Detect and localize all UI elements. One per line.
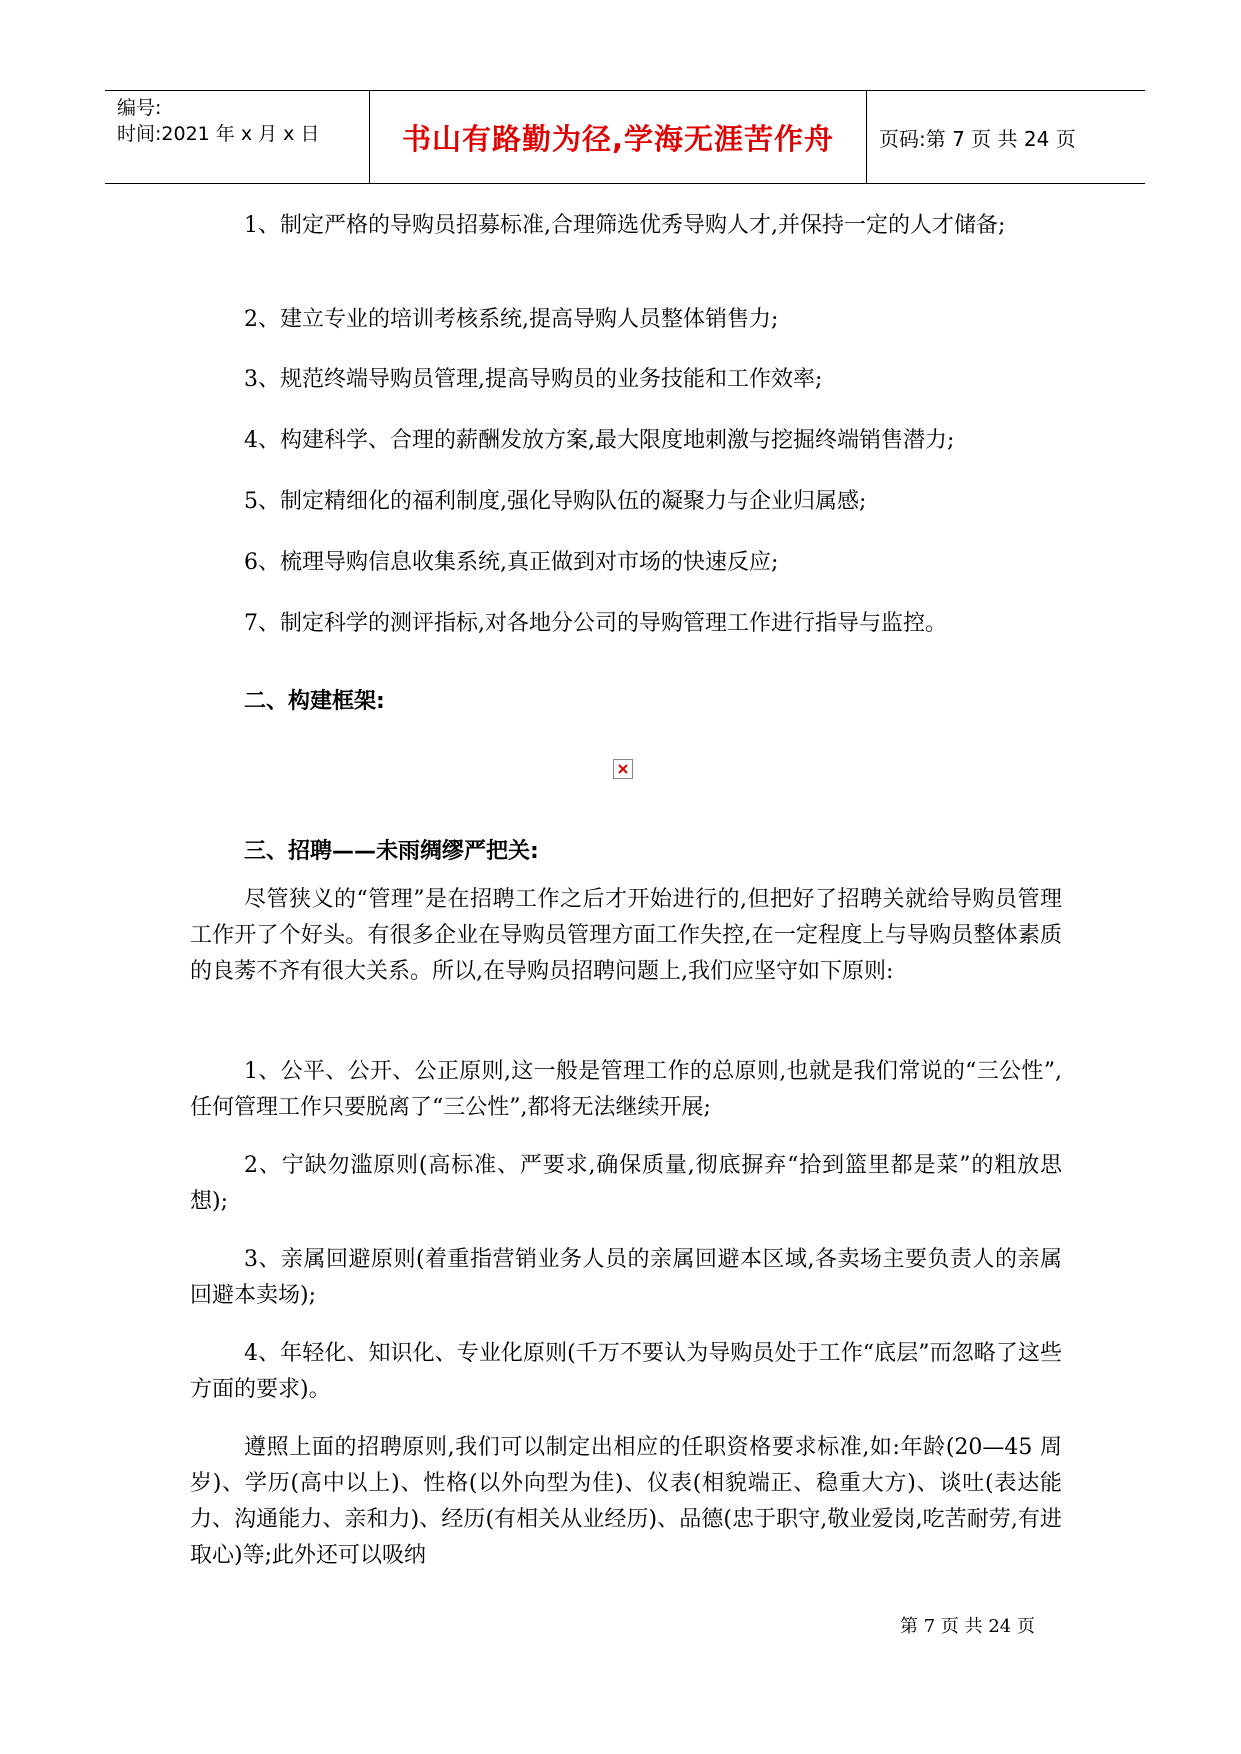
paragraph-8: 尽管狭义的“管理”是在招聘工作之后才开始进行的,但把好了招聘关就给导购员管理工作开了个好头。有很多企业在导购员管理方面工作失控,在一定程度上与导购员整体素质的良莠不齐有很大关系。所以,在导购员招聘问题上,我们应坚守如下原则:: [190, 887, 1062, 984]
paragraph-5: 5、制定精细化的福利制度,强化导购队伍的凝聚力与企业归属感;: [244, 489, 867, 514]
paragraph-1: 1、制定严格的导购员招募标准,合理筛选优秀导购人才,并保持一定的人才储备;: [244, 213, 1006, 238]
paragraph-11: 3、亲属回避原则(着重指营销业务人员的亲属回避本区域,各卖场主要负责人的亲属回避本卖场);: [190, 1247, 1062, 1308]
header-page-number: 页码:第 7 页 共 24 页: [879, 127, 1076, 151]
header-motto-cell: [370, 91, 867, 183]
section-heading-3: 三、招聘——未雨绸缪严把关:: [244, 839, 539, 864]
date-label: 时间:2021 年 x 月 x 日: [117, 123, 320, 145]
serial-number-label: 编号:: [117, 97, 162, 119]
broken-image-icon: [613, 759, 633, 779]
paragraph-3: 3、规范终端导购员管理,提高导购员的业务技能和工作效率;: [244, 367, 823, 392]
paragraph-7: 7、制定科学的测评指标,对各地分公司的导购管理工作进行指导与监控。: [244, 611, 947, 636]
header-motto: 书山有路勤为径,学海无涯苦作舟: [401, 121, 835, 156]
paragraph-10: 2、宁缺勿滥原则(高标准、严要求,确保质量,彻底摒弃“拾到篮里都是菜”的粗放思想);: [190, 1153, 1062, 1214]
paragraph-13: 遵照上面的招聘原则,我们可以制定出相应的任职资格要求标准,如:年龄(20—45 周岁)、学历(高中以上)、性格(以外向型为佳)、仪表(相貌端正、稳重大方)、谈吐(表达能力、沟通能力、亲和力)、经历(有相关从业经历)、品德(忠于职守,敬业爱岗,吃苦耐劳,有进取心)等;此外还可以吸纳: [190, 1435, 1062, 1568]
section-heading-2: 二、构建框架:: [244, 689, 385, 714]
paragraph-6: 6、梳理导购信息收集系统,真正做到对市场的快速反应;: [244, 550, 779, 575]
paragraph-4: 4、构建科学、合理的薪酬发放方案,最大限度地刺激与挖掘终端销售潜力;: [244, 428, 955, 453]
header-page-cell: [867, 91, 1145, 183]
paragraph-2: 2、建立专业的培训考核系统,提高导购人员整体销售力;: [244, 307, 779, 332]
paragraph-9: 1、公平、公开、公正原则,这一般是管理工作的总原则,也就是我们常说的“三公性”,任何管理工作只要脱离了“三公性”,都将无法继续开展;: [190, 1059, 1062, 1120]
paragraph-12: 4、年轻化、知识化、专业化原则(千万不要认为导购员处于工作“底层”而忽略了这些方面的要求)。: [190, 1341, 1062, 1402]
header-info-cell: [105, 91, 370, 183]
page-header: [105, 90, 1145, 184]
page-footer: 第 7 页 共 24 页: [900, 1616, 1035, 1637]
